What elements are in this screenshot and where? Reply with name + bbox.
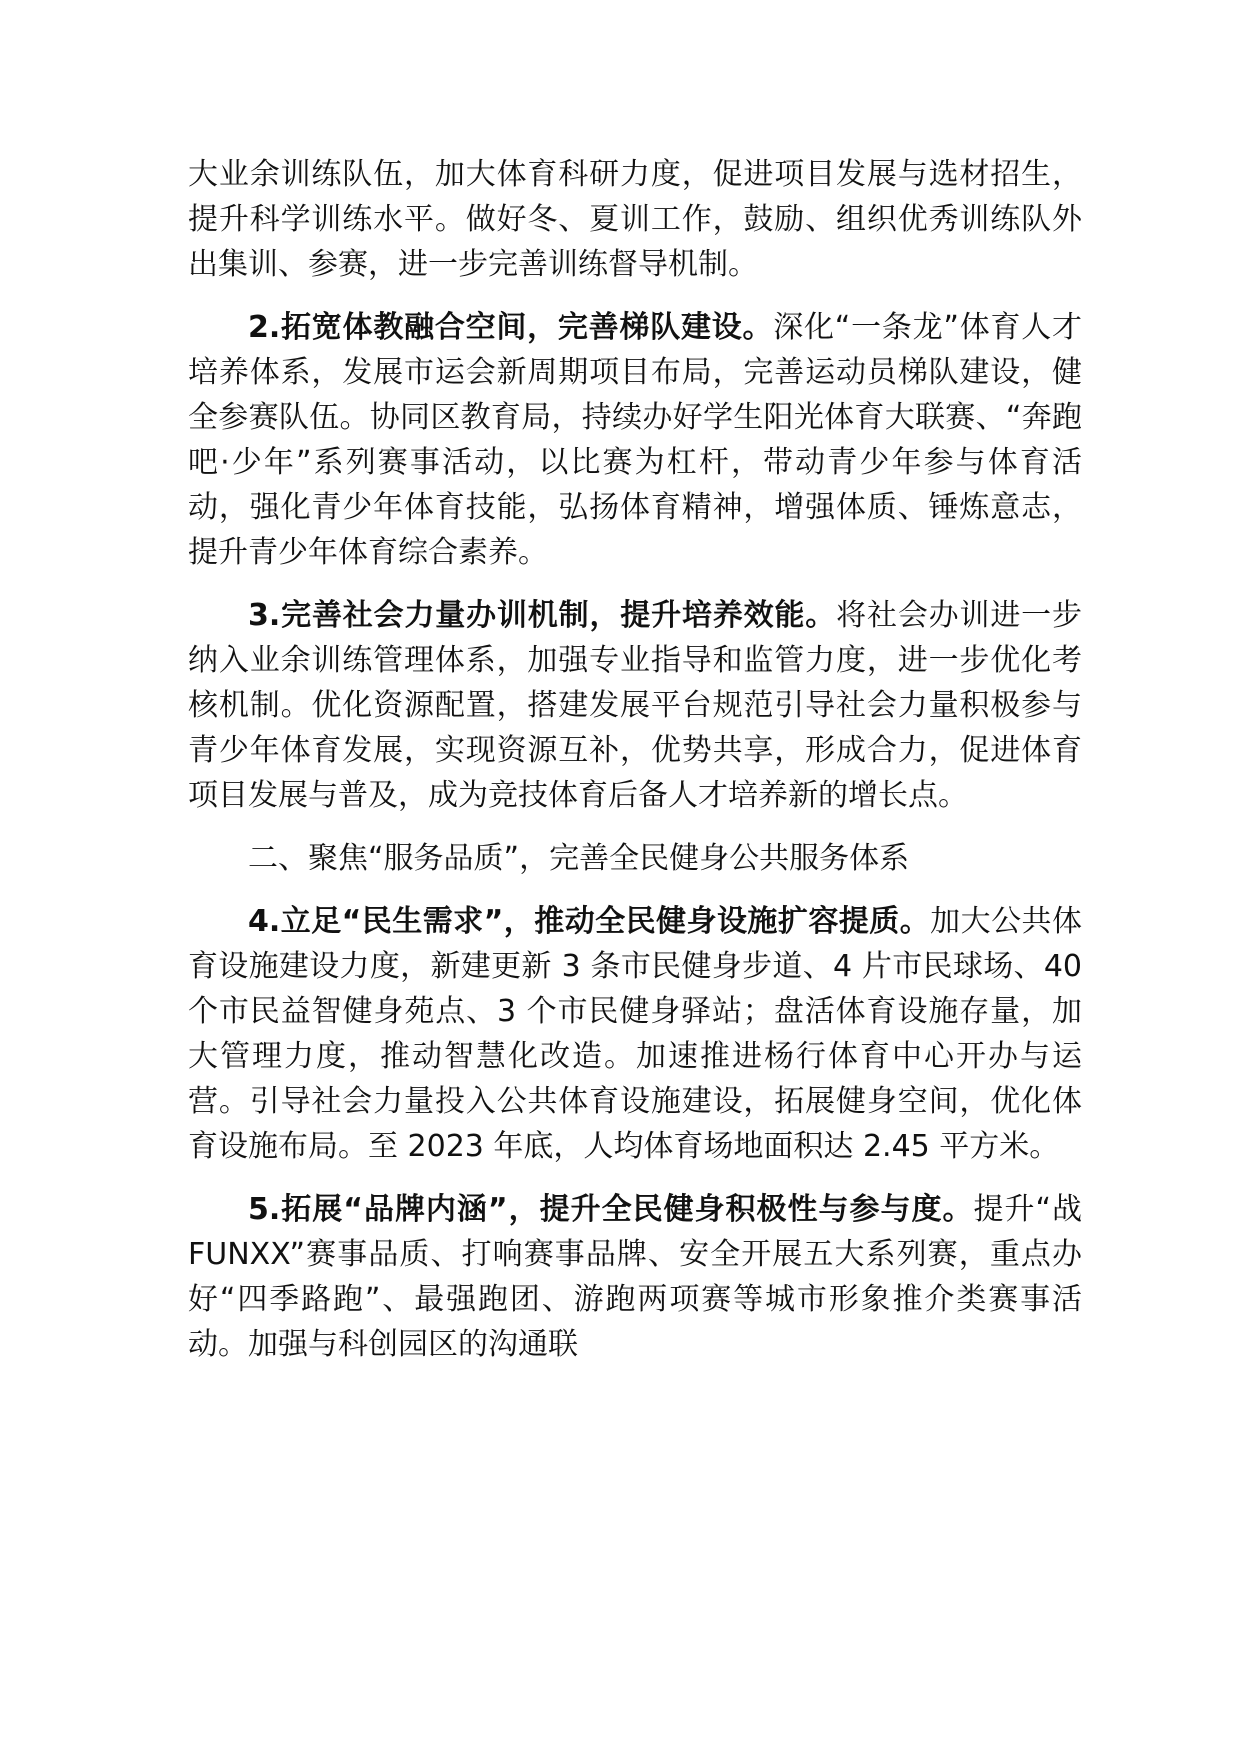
paragraph-item-3 <box>188 593 1082 818</box>
paragraph-text: 深化“一条龙”体育人才培养体系，发展市运会新周期项目布局，完善运动员梯队建设，健全参赛队伍。协同区教育局，持续办好学生阳光体育大联赛、“奔跑吧·少年”系列赛事活动，以比赛为杠杆，带动青少年参与体育活动，强化青少年体育技能，弘扬体育精神，增强体质、锤炼意志，提升青少年体育综合素养。 <box>188 310 1082 570</box>
paragraph-lead: 3.完善社会力量办训机制，提升培养效能。 <box>248 598 837 633</box>
paragraph-text: 提升“战 FUNXX”赛事品质、打响赛事品牌、安全开展五大系列赛，重点办好“四季路跑”、最强跑团、游跑两项赛等城市形象推介类赛事活动。加强与科创园区的沟通联 <box>188 1192 1082 1362</box>
paragraph-item-5 <box>188 1187 1082 1367</box>
paragraph-continuation <box>188 152 1082 287</box>
paragraph-text: 大业余训练队伍，加大体育科研力度，促进项目发展与选材招生，提升科学训练水平。做好冬、夏训工作，鼓励、组织优秀训练队外出集训、参赛，进一步完善训练督导机制。 <box>188 157 1082 282</box>
paragraph-text: 加大公共体育设施建设力度，新建更新 3 条市民健身步道、4 片市民球场、40 个市民益智健身苑点、3 个市民健身驿站；盘活体育设施存量，加大管理力度，推动智慧化改造。加速推进杨行体育中心开办与运营。引导社会力量投入公共体育设施建设，拓展健身空间，优化体育设施布局。至 2023 年底，人均体育场地面积达 2.45 平方米。 <box>188 904 1082 1164</box>
paragraph-lead: 4.立足“民生需求”，推动全民健身设施扩容提质。 <box>248 904 931 939</box>
paragraph-item-4 <box>188 899 1082 1169</box>
paragraph-lead: 5.拓展“品牌内涵”，提升全民健身积极性与参与度。 <box>248 1192 974 1227</box>
section-heading <box>188 836 1082 881</box>
section-heading-text: 二、聚焦“服务品质”，完善全民健身公共服务体系 <box>248 841 910 876</box>
paragraph-item-2 <box>188 305 1082 575</box>
paragraph-text: 将社会办训进一步纳入业余训练管理体系，加强专业指导和监管力度，进一步优化考核机制。优化资源配置，搭建发展平台规范引导社会力量积极参与青少年体育发展，实现资源互补，优势共享，形成合力，促进体育项目发展与普及，成为竞技体育后备人才培养新的增长点。 <box>188 598 1083 813</box>
document-page <box>188 152 1082 1385</box>
paragraph-lead: 2.拓宽体教融合空间，完善梯队建设。 <box>248 310 774 345</box>
